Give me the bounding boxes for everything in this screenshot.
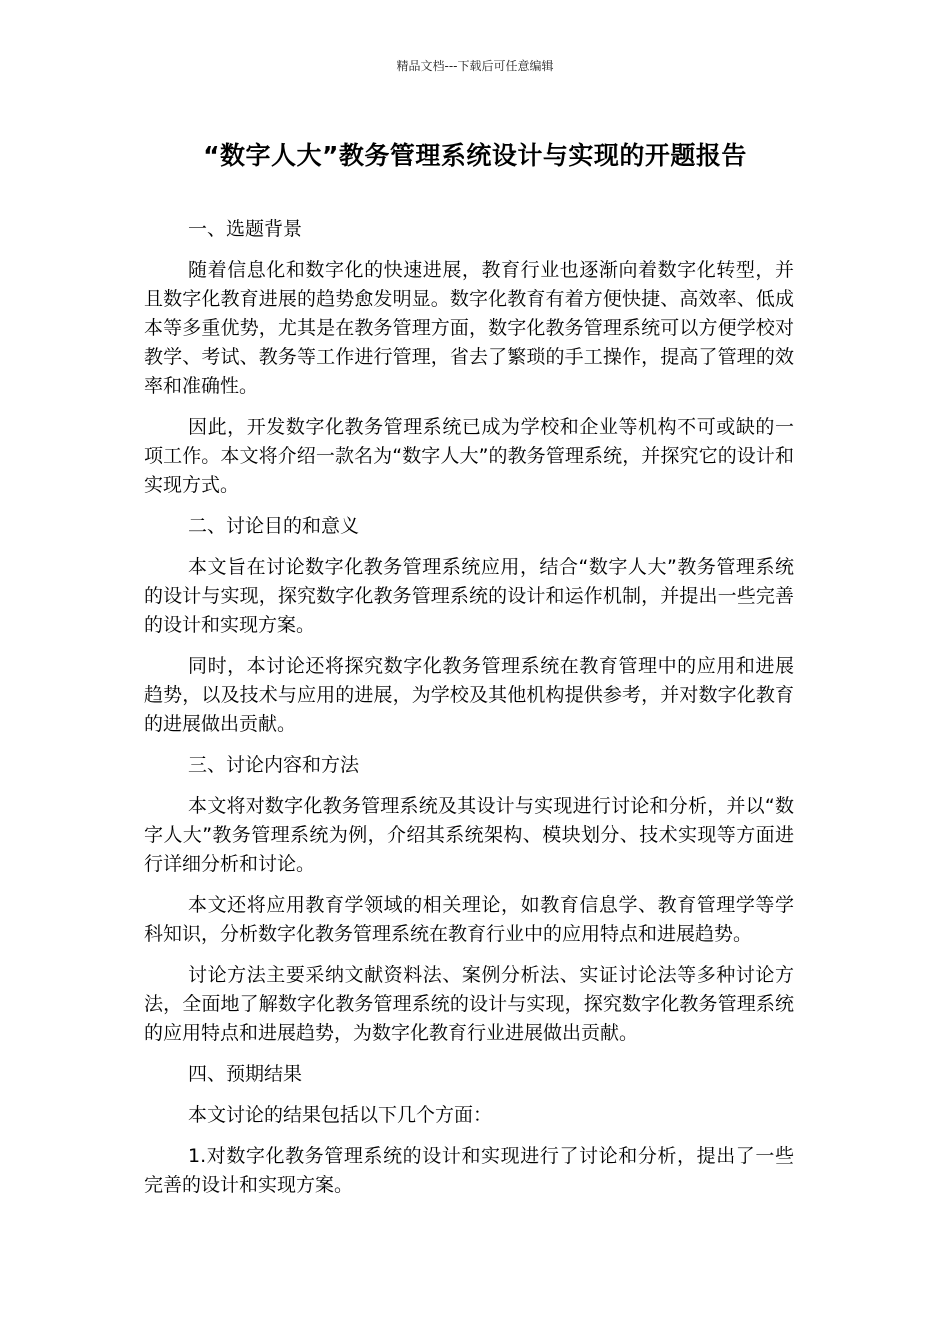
paragraph: 本文讨论的结果包括以下几个方面： <box>188 1104 493 1126</box>
list-item: 1.对数字化教务管理系统的设计和实现进行了讨论和分析，提出了一些完善的设计和实现方案。 <box>144 1145 794 1196</box>
paragraph: 因此，开发数字化教务管理系统已成为学校和企业等机构不可或缺的一项工作。本文将介绍一款名为“数字人大”的教务管理系统，并探究它的设计和实现方式。 <box>144 416 794 496</box>
paragraph: 随着信息化和数字化的快速进展，教育行业也逐渐向着数字化转型，并且数字化教育进展的趋势愈发明显。数字化教育有着方便快捷、高效率、低成本等多重优势，尤其是在教务管理方面，数字化教务管理系统可以方便学校对教学、考试、教务等工作进行管理，省去了繁琐的手工操作，提高了管理的效率和准确性。 <box>144 259 794 397</box>
paragraph: 本文旨在讨论数字化教务管理系统应用，结合“数字人大”教务管理系统的设计与实现，探究数字化教务管理系统的设计和运作机制，并提出一些完善的设计和实现方案。 <box>144 556 794 636</box>
section-heading-background: 一、选题背景 <box>188 218 303 240</box>
document-body <box>144 215 794 1212</box>
paragraph: 同时，本讨论还将探究数字化教务管理系统在教育管理中的应用和进展趋势，以及技术与应用的进展，为学校及其他机构提供参考，并对数字化教育的进展做出贡献。 <box>144 655 794 735</box>
paragraph: 讨论方法主要采纳文献资料法、案例分析法、实证讨论法等多种讨论方法，全面地了解数字化教务管理系统的设计与实现，探究数字化教务管理系统的应用特点和进展趋势，为数字化教育行业进展做出贡献。 <box>144 964 794 1044</box>
document-title: “数字人大”教务管理系统设计与实现的开题报告 <box>203 141 747 170</box>
paragraph: 本文将对数字化教务管理系统及其设计与实现进行讨论和分析，并以“数字人大”教务管理系统为例，介绍其系统架构、模块划分、技术实现等方面进行详细分析和讨论。 <box>144 795 794 875</box>
paragraph: 本文还将应用教育学领域的相关理论，如教育信息学、教育管理学等学科知识，分析数字化教务管理系统在教育行业中的应用特点和进展趋势。 <box>144 894 794 945</box>
section-heading-purpose: 二、讨论目的和意义 <box>188 515 360 537</box>
page-header: 精品文档---下载后可任意编辑 <box>396 59 554 73</box>
section-heading-expected-results: 四、预期结果 <box>188 1063 303 1085</box>
section-heading-content-method: 三、讨论内容和方法 <box>188 754 360 776</box>
